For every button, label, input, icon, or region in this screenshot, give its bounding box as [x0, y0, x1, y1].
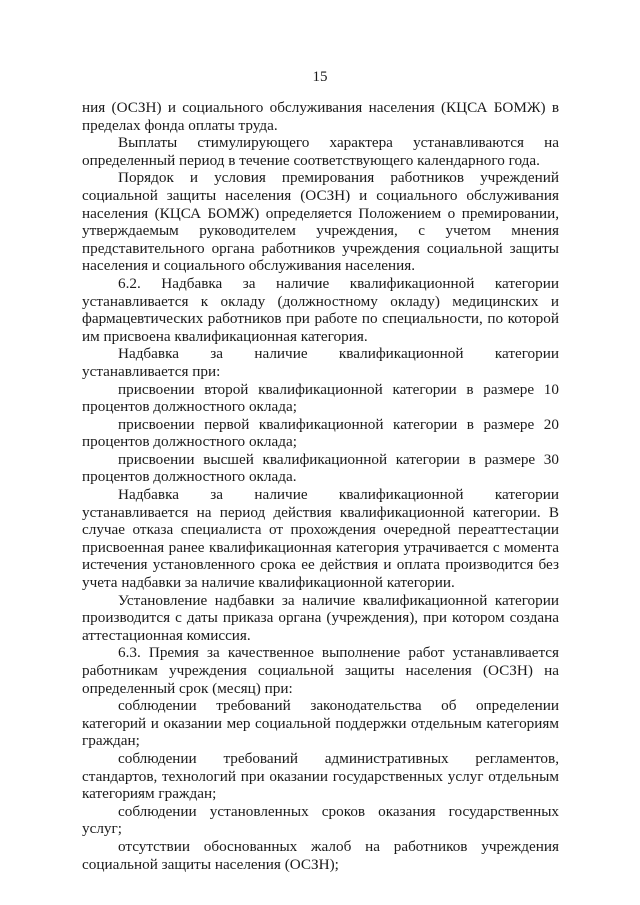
list-item: присвоении второй квалификационной категории в размере 10 процентов должностного оклада; — [82, 380, 559, 416]
paragraph: Порядок и условия премирования работников учреждений социальной защиты населения (ОСЗН) и социального обслуживания населения (КЦСА БОМЖ) определяется Положением о премировании, утверждаемым руководителем учреждения, с учетом мнения представительного органа работников учреждения социальной защиты населения и социального обслуживания населения. — [82, 169, 559, 275]
page-number: 15 — [312, 69, 328, 85]
list-item: отсутствии обоснованных жалоб на работников учреждения социальной защиты населения (ОСЗН); — [82, 837, 559, 873]
paragraph: 6.3. Премия за качественное выполнение работ устанавливается работникам учреждения социальной защиты населения (ОСЗН) на определенный срок (месяц) при: — [82, 644, 559, 697]
paragraph: Надбавка за наличие квалификационной категории устанавливается на период действия квалификационной категории. В случае отказа специалиста от прохождения очередной переаттестации присвоенная ранее квалификационная категория утрачивается с момента истечения установленного срока ее действия и оплата производится без учета надбавки за наличие квалификационной категории. — [82, 486, 559, 592]
paragraph: Надбавка за наличие квалификационной категории устанавливается при: — [82, 345, 559, 380]
list-item: соблюдении установленных сроков оказания государственных услуг; — [82, 802, 559, 838]
paragraph: ния (ОСЗН) и социального обслуживания населения (КЦСА БОМЖ) в пределах фонда оплаты труда. — [82, 99, 559, 134]
list-item: присвоении первой квалификационной категории в размере 20 процентов должностного оклада; — [82, 415, 559, 451]
list-item: соблюдении требований административных регламентов, стандартов, технологий при оказании государственных услуг отдельным категориям граждан; — [82, 749, 559, 803]
list-item: соблюдении требований законодательства об определении категорий и оказании мер социальной поддержки отдельным категориям граждан; — [82, 697, 559, 750]
list-item: присвоении высшей квалификационной категории в размере 30 процентов должностного оклада. — [82, 450, 559, 486]
paragraph: Установление надбавки за наличие квалификационной категории производится с даты приказа органа (учреждения), при котором создана аттестационная комиссия. — [82, 591, 559, 644]
document-body — [82, 99, 559, 873]
paragraph: Выплаты стимулирующего характера устанавливаются на определенный период в течение соответствующего календарного года. — [82, 134, 559, 169]
paragraph: 6.2. Надбавка за наличие квалификационной категории устанавливается к окладу (должностному окладу) медицинских и фармацевтических работников при работе по специальности, по которой им присвоена квалификационная категория. — [82, 274, 559, 345]
